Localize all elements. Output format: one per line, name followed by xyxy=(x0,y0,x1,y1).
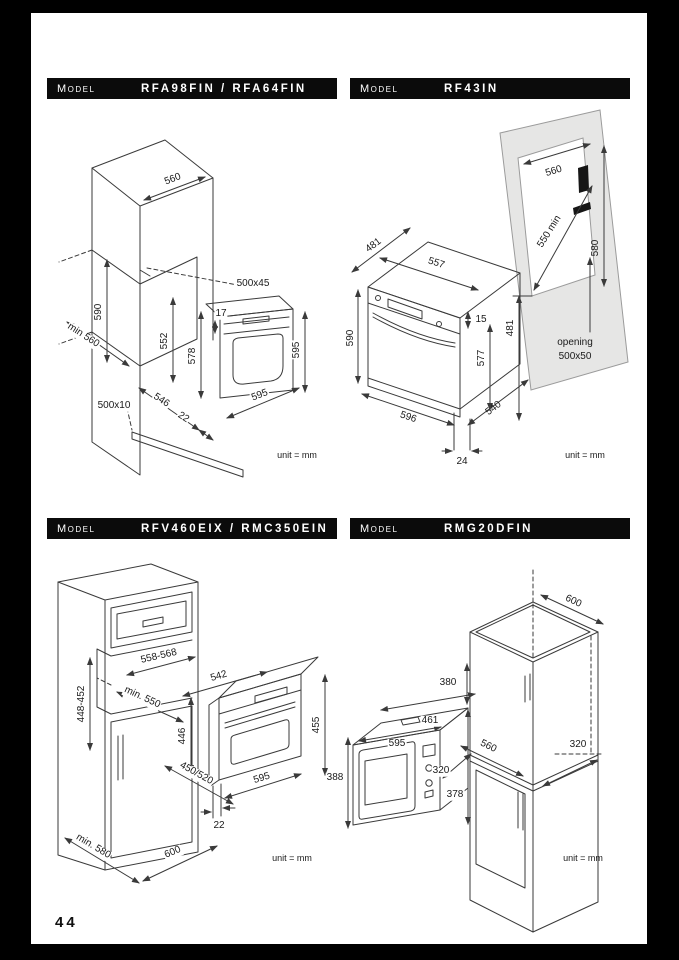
dim-label: min. 580 xyxy=(74,831,113,861)
unit-note: unit = mm xyxy=(565,450,605,460)
drawing-rfa98fin xyxy=(47,100,337,505)
dim-label: 595 xyxy=(252,770,272,786)
dim-label: min. 550 xyxy=(122,684,163,711)
opening-callout-line1: opening xyxy=(557,337,593,348)
dim-label: 550 min xyxy=(535,213,564,250)
dim-label: 560 xyxy=(162,171,183,188)
panel-header-rfa98fin xyxy=(47,78,337,99)
dim-label: 481 xyxy=(363,235,384,255)
model-name: RMG20DFIN xyxy=(444,522,533,535)
microwave-outline xyxy=(353,708,468,825)
dim-label: 590 xyxy=(344,329,356,347)
dim-label: 461 xyxy=(421,714,439,726)
page xyxy=(31,13,647,944)
dim-label: 542 xyxy=(209,668,229,684)
page-number: 44 xyxy=(55,914,78,931)
model-label: Model xyxy=(57,82,96,95)
dim-label: 546 xyxy=(151,391,172,410)
dim-label: 17 xyxy=(215,307,227,319)
dim-label: 24 xyxy=(456,455,468,467)
tall-cabinet-compact-oven-diagram xyxy=(47,540,337,940)
dim-label: 481 xyxy=(504,319,516,337)
dim-label: 388 xyxy=(326,771,344,783)
unit-note: unit = mm xyxy=(272,853,312,863)
dim-label: 446 xyxy=(176,727,188,745)
oven-wall-opening-diagram xyxy=(350,100,630,505)
opening-callout xyxy=(557,336,593,364)
dim-label: 595 xyxy=(388,737,406,749)
dim-label: 500x10 xyxy=(97,399,131,411)
dim-label: 22 xyxy=(175,409,192,426)
dim-label: 378 xyxy=(446,788,464,800)
dim-label: 380 xyxy=(439,676,457,688)
tall-cabinet-oven-diagram xyxy=(47,100,337,505)
drawing-rf43in xyxy=(344,100,630,505)
unit-note: unit = mm xyxy=(563,853,603,863)
panel-header-rmg20dfin xyxy=(350,518,630,539)
dim-label: 448-452 xyxy=(75,685,87,723)
dim-label: 557 xyxy=(426,255,446,272)
dim-label: 320 xyxy=(432,764,450,776)
dim-label: 600 xyxy=(563,592,584,610)
dim-label: 600 xyxy=(162,843,183,861)
drawing-rmg20dfin xyxy=(326,540,645,940)
dim-label: 552 xyxy=(158,332,170,350)
dim-label: 558-568 xyxy=(139,646,178,666)
dim-label: min 560 xyxy=(65,321,102,350)
dim-label: 596 xyxy=(398,409,418,426)
dim-label: 15 xyxy=(475,313,487,325)
unit-note: unit = mm xyxy=(277,450,317,460)
panel-header-rfv460eix xyxy=(47,518,337,539)
model-label: Model xyxy=(360,522,399,535)
dim-label: 590 xyxy=(92,303,104,321)
dim-label: 455 xyxy=(310,716,322,734)
dim-label: 577 xyxy=(475,349,487,367)
opening-callout-line2: 500x50 xyxy=(558,351,592,362)
dim-label: 580 xyxy=(589,239,601,257)
model-name: RFV460EIX / RMC350EIN xyxy=(141,522,329,535)
drawing-rfv460eix xyxy=(47,540,337,940)
dim-label: 320 xyxy=(569,738,587,750)
model-label: Model xyxy=(57,522,96,535)
model-name: RF43IN xyxy=(444,82,499,95)
dim-label: 500x45 xyxy=(236,277,270,289)
dim-label: 540 xyxy=(483,398,504,418)
dim-label: 578 xyxy=(186,347,198,365)
dim-label: 595 xyxy=(290,341,302,359)
dim-label: 22 xyxy=(213,819,225,831)
dim-label: 560 xyxy=(544,163,564,179)
model-name: RFA98FIN / RFA64FIN xyxy=(141,82,307,95)
dim-label: 560 xyxy=(478,737,499,755)
dim-label: 595 xyxy=(249,387,270,404)
model-label: Model xyxy=(360,82,399,95)
dim-label: 450/520 xyxy=(177,759,215,787)
panel-header-rf43in xyxy=(350,78,630,99)
